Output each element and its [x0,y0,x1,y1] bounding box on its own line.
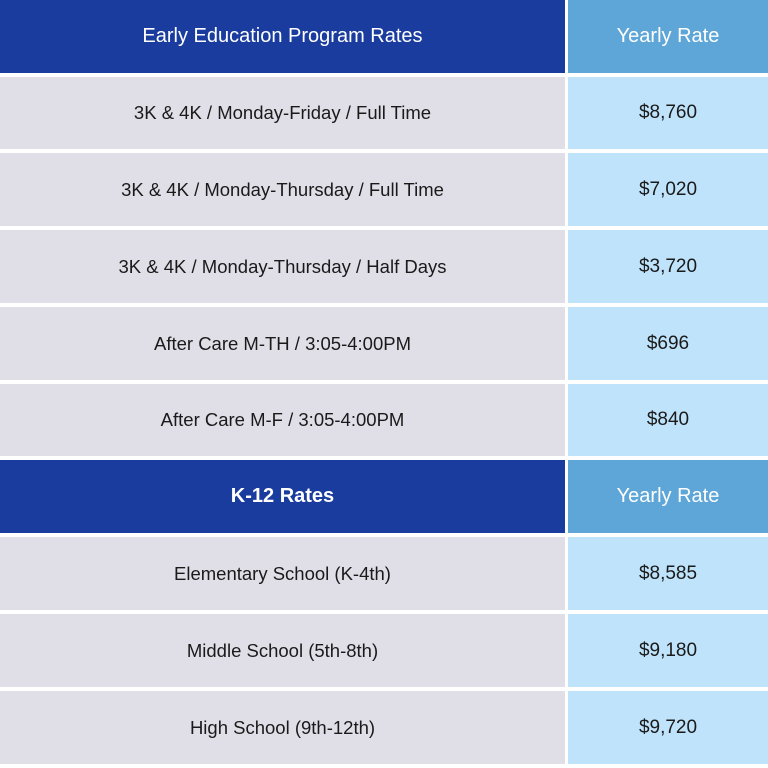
rate-cell: $9,180 [568,614,768,687]
rate-cell: $8,760 [568,77,768,149]
program-cell: After Care M-TH / 3:05-4:00PM [0,307,565,380]
program-cell: Elementary School (K-4th) [0,537,565,610]
rate-cell: $3,720 [568,230,768,303]
program-cell: 3K & 4K / Monday-Friday / Full Time [0,77,565,149]
program-cell: After Care M-F / 3:05-4:00PM [0,384,565,456]
yearly-rate-header: Yearly Rate [568,0,768,73]
program-cell: Middle School (5th-8th) [0,614,565,687]
rate-cell: $840 [568,384,768,456]
rate-cell: $8,585 [568,537,768,610]
program-cell: 3K & 4K / Monday-Thursday / Half Days [0,230,565,303]
rate-cell: $9,720 [568,691,768,764]
section-header-early-education: Early Education Program Rates [0,0,565,73]
program-cell: 3K & 4K / Monday-Thursday / Full Time [0,153,565,226]
program-cell: High School (9th-12th) [0,691,565,764]
rate-cell: $696 [568,307,768,380]
section-header-k12: K-12 Rates [0,460,565,533]
rate-cell: $7,020 [568,153,768,226]
yearly-rate-header: Yearly Rate [568,460,768,533]
